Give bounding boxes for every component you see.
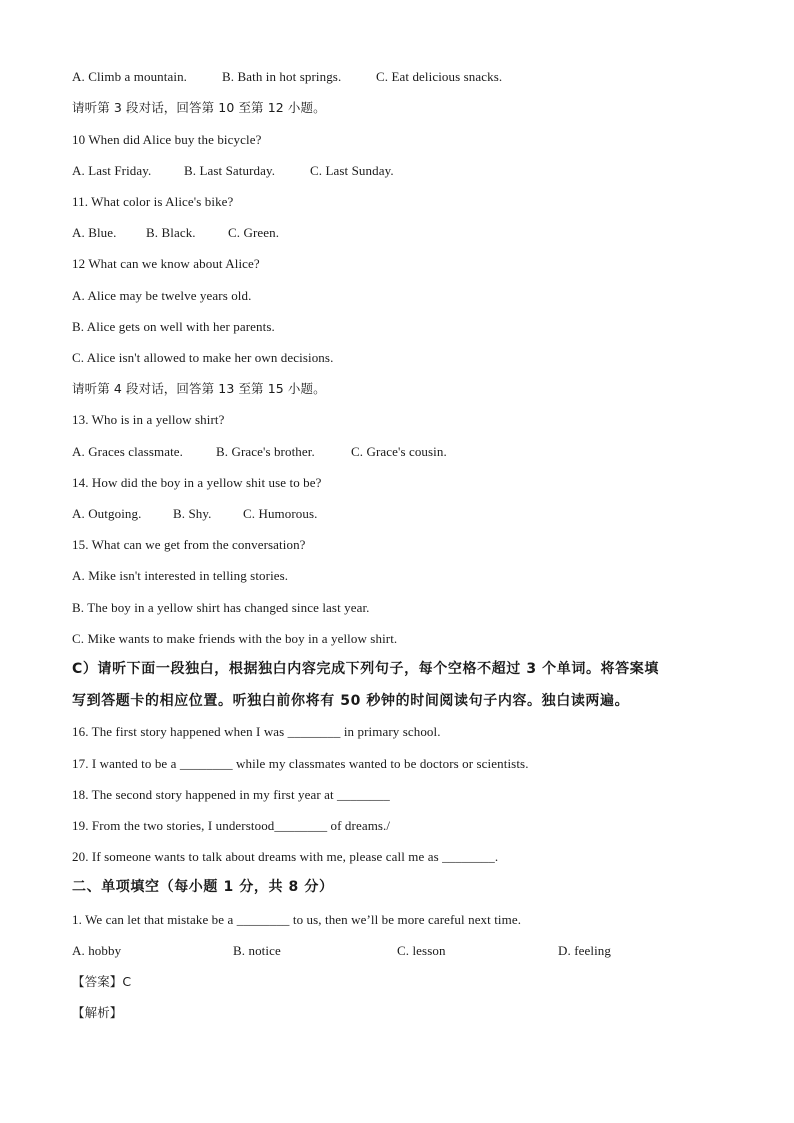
option-b: B. Grace's brother.: [216, 444, 315, 459]
question-15: 15. What can we get from the conversation?: [72, 537, 306, 552]
q15-option-b: B. The boy in a yellow shirt has changed since last year.: [72, 600, 370, 615]
q12-option-c: C. Alice isn't allowed to make her own decisions.: [72, 350, 334, 365]
question-13: 13. Who is in a yellow shirt?: [72, 412, 225, 427]
q15-option-a: A. Mike isn't interested in telling stories.: [72, 568, 289, 583]
q13-options: [72, 444, 447, 460]
question-18: 18. The second story happened in my first year at ________: [72, 787, 390, 802]
option-c: C. Humorous.: [243, 506, 318, 521]
question-16: 16. The first story happened when I was ________ in primary school.: [72, 724, 441, 739]
option-c: C. Eat delicious snacks.: [376, 69, 503, 84]
option-b: B. Last Saturday.: [184, 163, 276, 178]
q12-option-a: A. Alice may be twelve years old.: [72, 288, 252, 303]
option-a: A. Outgoing.: [72, 506, 142, 521]
option-a: A. Blue.: [72, 225, 117, 240]
option-d: D. feeling: [558, 943, 611, 958]
question-12: 12 What can we know about Alice?: [72, 256, 260, 271]
section-heading: 二、单项填空（每小题 1 分，共 8 分）: [72, 879, 334, 895]
question-11: 11. What color is Alice's bike?: [72, 194, 234, 209]
question-14: 14. How did the boy in a yellow shit use to be?: [72, 475, 322, 490]
section-instruction: 请听第 4 段对话，回答第 13 至第 15 小题。: [72, 381, 326, 396]
option-a: A. Last Friday.: [72, 163, 152, 178]
q12-option-b: B. Alice gets on well with her parents.: [72, 319, 275, 334]
section-c-instruction-line1: C）请听下面一段独白，根据独白内容完成下列句子，每个空格不超过 3 个单词。将答案填: [72, 661, 659, 677]
option-a: A. Graces classmate.: [72, 444, 184, 459]
section-c-instruction-line2: 写到答题卡的相应位置。听独白前你将有 50 秒钟的时间阅读句子内容。独白读两遍。: [72, 693, 630, 709]
question-19: 19. From the two stories, I understood________ of dreams./: [72, 818, 391, 833]
option-a: A. Climb a mountain.: [72, 69, 188, 84]
analysis-label: 【解析】: [72, 1005, 123, 1020]
option-b: B. notice: [233, 943, 281, 958]
question-10: 10 When did Alice buy the bicycle?: [72, 132, 262, 147]
question-20: 20. If someone wants to talk about dreams with me, please call me as ________.: [72, 849, 499, 864]
q1-options: [72, 943, 611, 959]
option-c: C. lesson: [397, 943, 446, 958]
option-b: B. Shy.: [173, 506, 212, 521]
option-a: A. hobby: [72, 943, 122, 958]
question-1: 1. We can let that mistake be a ________ to us, then we’ll be more careful next time.: [72, 912, 522, 927]
question-17: 17. I wanted to be a ________ while my classmates wanted to be doctors or scientists.: [72, 756, 529, 771]
option-b: B. Black.: [146, 225, 196, 240]
answer-label: 【答案】C: [72, 974, 132, 989]
option-c: C. Green.: [228, 225, 280, 240]
option-b: B. Bath in hot springs.: [222, 69, 342, 84]
q10-options: [72, 163, 394, 179]
q9-options: [72, 69, 502, 85]
q14-options: [72, 506, 318, 522]
section-instruction: 请听第 3 段对话，回答第 10 至第 12 小题。: [72, 100, 326, 115]
option-c: C. Grace's cousin.: [351, 444, 447, 459]
q15-option-c: C. Mike wants to make friends with the boy in a yellow shirt.: [72, 631, 398, 646]
q11-options: [72, 225, 279, 241]
option-c: C. Last Sunday.: [310, 163, 394, 178]
